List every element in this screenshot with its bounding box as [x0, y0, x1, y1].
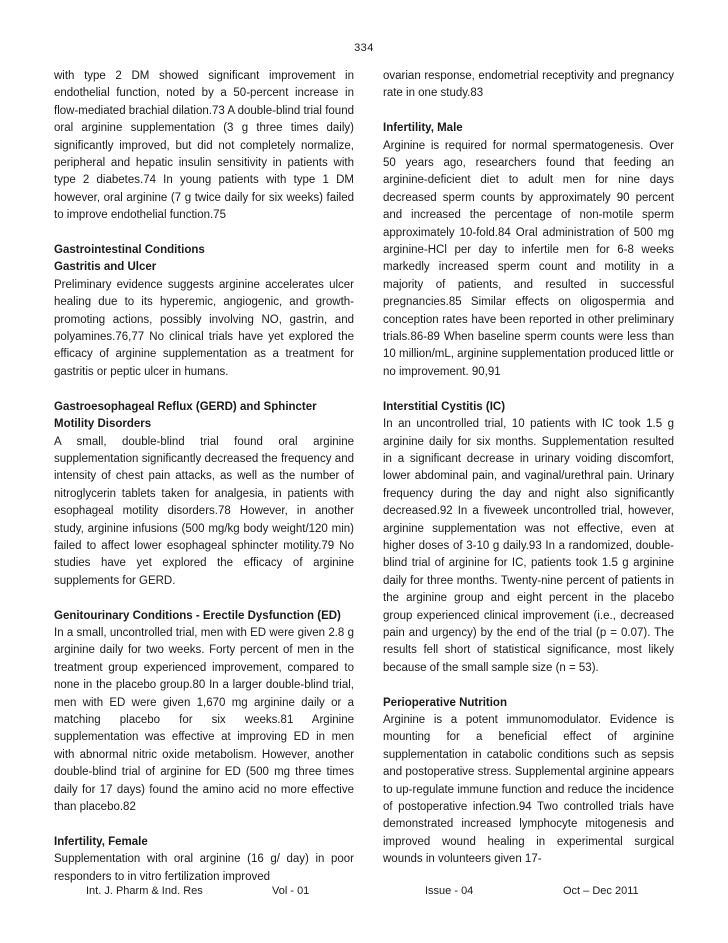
- paragraph-gerd: A small, double-blind trial found oral arginine supplementation significantly decreased the frequency and intensity of chest pain attacks, as well as the number of nitroglycerin tablets taken for analgesia, in patients with esophageal motility disorders.78 However, in another study, arginine infusions (500 mg/kg body weight/120 min) failed to affect lower esophageal sphincter motility.79 No studies have yet explored the efficacy of arginine supplements for GERD.: [54, 435, 354, 587]
- page-number: 334: [354, 42, 374, 54]
- paragraph-perioperative-nutrition: Arginine is a potent immunomodulator. Evidence is mounting for a beneficial effect of arginine supplementation in catabolic conditions such as sepsis and postoperative stress. Supplemental arginine appears to up-regulate immune function and reduce the incidence of postoperative infection.94 Two controlled trials have demonstrated increased lymphocyte mitogenesis and improved wound healing in experimental surgical wounds in volunteers given 17-: [383, 713, 674, 866]
- paragraph-interstitial-cystitis: In an uncontrolled trial, 10 patients with IC took 1.5 g arginine daily for six months. Supplementation resulted in a significant decrease in urinary voiding discomfort, lower abdominal pain, and vaginal/urethral pain. Urinary frequency during the day and night also significantly decreased.92 In a fiveweek uncontrolled trial, however, arginine supplementation was not effective, even at higher doses of 3-10 g daily.93 In a randomized, double-blind trial of arginine for IC, patients took 1.5 g arginine daily for three months. Twenty-nine percent of patients in the arginine group and eight percent in the placebo group experienced clinical improvement (i.e., decreased pain and urgency) by the end of the trial (p = 0.07). The results fell short of statistical significance, most likely because of the small sample size (n = 53).: [383, 418, 674, 674]
- heading-erectile-dysfunction: Genitourinary Conditions - Erectile Dysfunction (ED): [54, 609, 341, 622]
- paragraph-erectile-dysfunction: In a small, uncontrolled trial, men with ED were given 2.8 g arginine daily for two weeks. Forty percent of men in the treatment group experienced improvement, compared to none in the placebo group.80 In a larger double-blind trial, men with ED were given 1,670 mg arginine daily or a matching placebo for six weeks.81 Arginine supplementation was effective at improving ED in men with abnormal nitric oxide metabolism. However, another double-blind trial of arginine for ED (500 mg three times daily for 17 days) found the amino acid no more effective than placebo.82: [54, 626, 354, 814]
- footer-journal: Int. J. Pharm & Ind. Res: [86, 885, 203, 897]
- heading-gerd: Gastroesophageal Reflux (GERD) and Sphincter Motility Disorders: [54, 400, 317, 431]
- left-column: [54, 68, 354, 886]
- heading-perioperative-nutrition: Perioperative Nutrition: [383, 696, 507, 709]
- paragraph-infertility-female: Supplementation with oral arginine (16 g/ day) in poor responders to in vitro fertilization improved: [54, 853, 354, 883]
- heading-interstitial-cystitis: Interstitial Cystitis (IC): [383, 400, 506, 413]
- footer-volume: Vol - 01: [272, 885, 310, 897]
- heading-infertility-female: Infertility, Female: [54, 835, 148, 848]
- footer-issue: Issue - 04: [425, 885, 474, 897]
- paragraph-infertility-male: Arginine is required for normal spermatogenesis. Over 50 years ago, researchers found that feeding an arginine-deficient diet to adult men for nine days decreased sperm counts by approximately 90 percent and increased the percentage of non-motile sperm approximately 10-fold.84 Oral administration of 500 mg arginine-HCl per day to infertile men for 6-8 weeks markedly increased sperm count and motility in a majority of patients, and resulted in successful pregnancies.85 Similar effects on oligospermia and conception rates have been reported in other preliminary trials.86-89 When baseline sperm counts were less than 10 million/mL, arginine supplementation produced little or no improvement. 90,91: [383, 139, 674, 378]
- right-intro-paragraph: ovarian response, endometrial receptivity and pregnancy rate in one study.83: [383, 70, 674, 100]
- footer-date: Oct – Dec 2011: [563, 885, 639, 897]
- heading-gastritis: Gastritis and Ulcer: [54, 261, 157, 274]
- heading-infertility-male: Infertility, Male: [383, 122, 463, 135]
- right-column: [383, 68, 674, 869]
- left-intro-paragraph: with type 2 DM showed significant improvement in endothelial function, noted by a 50-percent increase in flow-mediated brachial dilation.73 A double-blind trial found oral arginine supplementation (3 g three times daily) significantly improved, but did not completely normalize, peripheral and hepatic insulin sensitivity in patients with type 2 diabetes.74 In young patients with type 1 DM however, oral arginine (7 g twice daily for six weeks) failed to improve endothelial function.75: [54, 70, 354, 222]
- paragraph-gastritis: Preliminary evidence suggests arginine accelerates ulcer healing due to its hyperemic, angiogenic, and growth-promoting actions, possibly involving NO, gastrin, and polyamines.76,77 No clinical trials have yet explored the efficacy of arginine supplementation as a treatment for gastritis or peptic ulcer in humans.: [54, 278, 354, 378]
- heading-gastrointestinal: Gastrointestinal Conditions: [54, 244, 205, 257]
